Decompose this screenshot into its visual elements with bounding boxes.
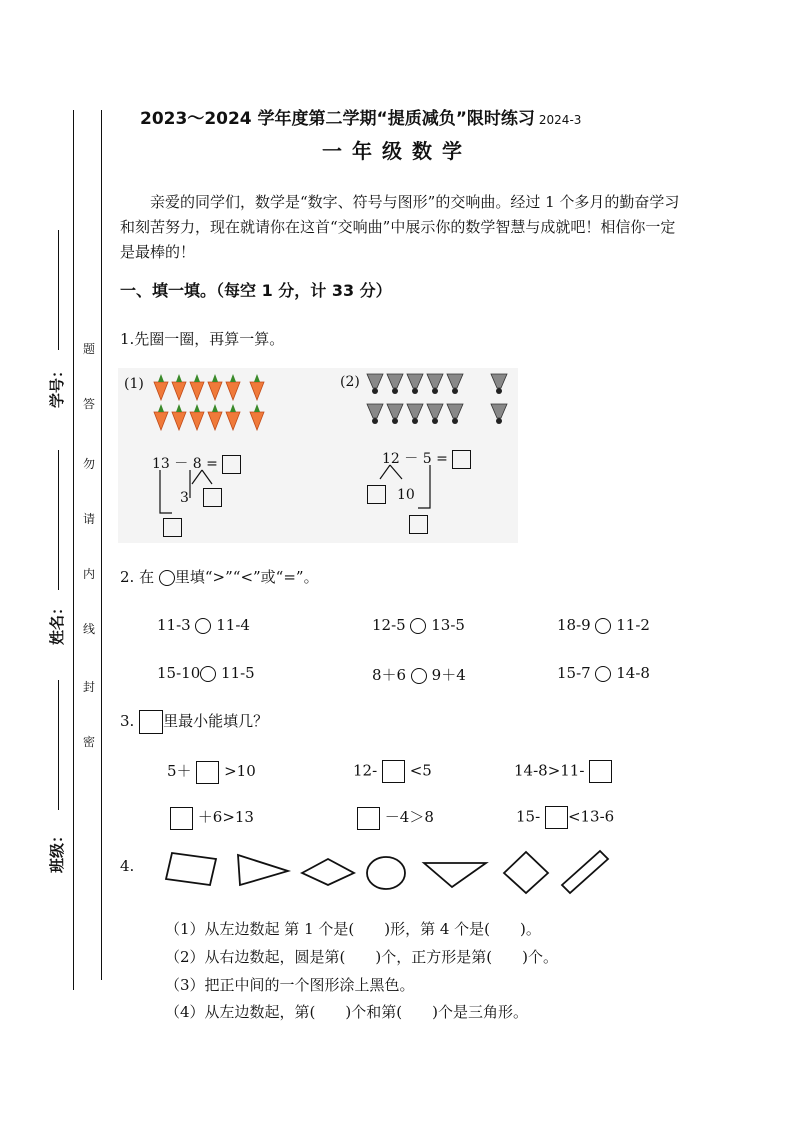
compare-circle[interactable] [195, 618, 211, 634]
q3-item: 14-8>11- [514, 760, 612, 783]
exam-date: 2024-3 [538, 113, 582, 127]
page-title [140, 104, 581, 129]
student-id-label: 学号： [48, 362, 67, 409]
section-title: 一、填一填。（每空 1 分，计 33 分） [120, 281, 392, 300]
rhombus-shape[interactable] [302, 859, 354, 885]
q2-item: 8＋6 9＋4 [372, 666, 466, 684]
q4-number: 4. [120, 857, 135, 875]
q3-title: 3. 里最小能填几？ [120, 710, 268, 734]
q4-line: （1）从左边数起 第 1 个是( )形，第 4 个是( )。 [165, 920, 541, 938]
q4-shapes [160, 845, 620, 895]
square-shape[interactable] [504, 852, 548, 893]
q2-item: 18-9 11-2 [557, 616, 650, 634]
compare-circle[interactable] [595, 618, 611, 634]
answer-box[interactable] [409, 515, 428, 534]
q1-part1-split-value: 3 [180, 490, 189, 506]
answer-box[interactable] [357, 807, 380, 830]
q2-item: 11-3 11-4 [157, 616, 250, 634]
q3-item: 12- <5 [353, 760, 432, 783]
q1-part2-split-value: 10 [397, 487, 415, 503]
triangle-shape[interactable] [424, 863, 486, 887]
q1-part1-label: (1) [124, 376, 144, 392]
answer-box[interactable] [382, 760, 405, 783]
seal-char: 题 [83, 342, 96, 356]
carrot-leaves-icon [158, 374, 260, 412]
answer-box[interactable] [589, 760, 612, 783]
q2-item: 15-10 11-5 [157, 664, 255, 682]
class-blank-line[interactable] [58, 680, 59, 810]
intro-paragraph: 亲爱的同学们，数学是“数字、符号与图形”的交响曲。经过 1 个多月的勤奋学习和刻苦努力，现在就请你在这首“交响曲”中展示你的数学智慧与成就吧！相信你一定是最棒的！ [120, 193, 680, 261]
q4-line: （2）从右边数起，圆是第( )个，正方形是第( )个。 [165, 948, 558, 966]
q1-part2-label: (2) [340, 374, 360, 390]
triangle-shape[interactable] [238, 855, 288, 885]
binding-line-outer [73, 110, 74, 990]
q3-item: 15- <13-6 [516, 806, 614, 829]
q3-item: －4＞8 [357, 806, 434, 830]
circle-icon [159, 570, 175, 586]
student-id-blank-line[interactable] [58, 230, 59, 350]
q4-line: （4）从左边数起，第( )个和第( )个是三角形。 [165, 1003, 528, 1021]
seal-char: 答 [83, 397, 96, 411]
title-text: 2023～2024 学年度第二学期“提质减负”限时练习 [140, 109, 535, 129]
name-label: 姓名： [48, 599, 67, 646]
shuttlecock-icon [367, 374, 507, 418]
square-icon [139, 710, 163, 734]
answer-box[interactable] [367, 485, 386, 504]
seal-char: 内 [83, 567, 96, 581]
binding-line-inner [101, 110, 102, 980]
answer-box[interactable] [163, 518, 182, 537]
q2-title: 2. 在 里填“>”“<”或“=”。 [120, 568, 319, 586]
carrot-group [150, 372, 280, 434]
compare-circle[interactable] [595, 666, 611, 682]
compare-circle[interactable] [200, 666, 216, 682]
q4-line: （3）把正中间的一个图形涂上黑色。 [165, 976, 415, 994]
parallelogram-shape[interactable] [166, 853, 216, 885]
answer-box[interactable] [203, 488, 222, 507]
rectangle-shape[interactable] [562, 851, 608, 893]
q2-item: 15-7 14-8 [557, 664, 650, 682]
shuttlecock-group [365, 372, 525, 432]
q1-part2-expression: 12 － 5 = [382, 448, 471, 469]
q3-item: ＋6>13 [170, 806, 254, 830]
circle-shape[interactable] [367, 857, 405, 889]
answer-box[interactable] [452, 450, 471, 469]
seal-char: 密 [83, 735, 96, 749]
class-label: 班级： [48, 827, 67, 874]
answer-box[interactable] [196, 761, 219, 784]
compare-circle[interactable] [411, 668, 427, 684]
q2-item: 12-5 13-5 [372, 616, 465, 634]
name-blank-line[interactable] [58, 450, 59, 590]
seal-char: 请 [83, 512, 96, 526]
seal-char: 封 [83, 680, 96, 694]
q3-item: 5＋ >10 [167, 760, 256, 784]
compare-circle[interactable] [410, 618, 426, 634]
seal-char: 线 [83, 622, 96, 636]
carrot-icon [154, 382, 264, 430]
q1-part1-expression: 13 － 8 = [152, 453, 241, 474]
seal-char: 勿 [83, 457, 96, 471]
q1-title: 1.先圈一圈，再算一算。 [120, 330, 285, 348]
answer-box[interactable] [170, 807, 193, 830]
page-subtitle: 一年级数学 [322, 139, 472, 163]
answer-box[interactable] [545, 806, 568, 829]
